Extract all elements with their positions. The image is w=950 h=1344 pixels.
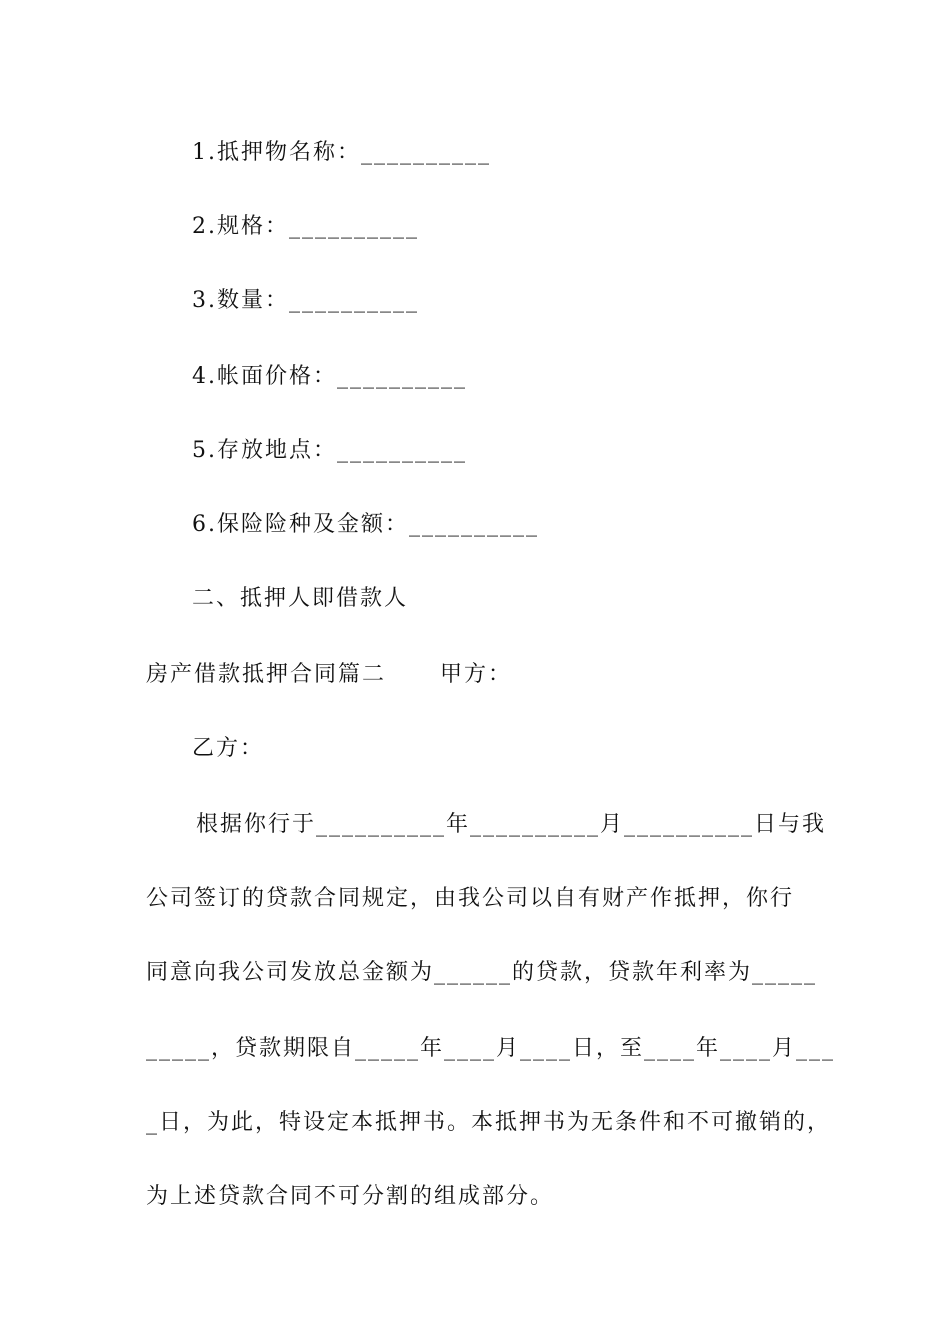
item-book-value: 4.帐面价格：__________ bbox=[192, 364, 467, 389]
item-quantity: 3.数量：__________ bbox=[192, 288, 419, 313]
body-line: 同意向我公司发放总金额为______的贷款，贷款年利率为_____ bbox=[146, 960, 818, 985]
party-b-label: 乙方： bbox=[192, 736, 265, 761]
section-heading: 二、抵押人即借款人 bbox=[192, 586, 409, 611]
body-line: 公司签订的贷款合同规定，由我公司以自有财产作抵押，你行 bbox=[146, 886, 795, 911]
item-insurance: 6.保险险种及金额：__________ bbox=[192, 512, 539, 537]
body-line: _____，贷款期限自_____年____月____日，至____年____月___ bbox=[146, 1036, 836, 1061]
item-collateral-name: 1.抵押物名称：__________ bbox=[192, 140, 491, 165]
body-line: _日，为此，特设定本抵押书。本抵押书为无条件和不可撤销的， bbox=[146, 1110, 832, 1135]
item-specification: 2.规格：__________ bbox=[192, 214, 419, 239]
body-line: 为上述贷款合同不可分割的组成部分。 bbox=[146, 1184, 555, 1209]
body-line: 根据你行于__________年__________月__________日与我 bbox=[196, 812, 827, 837]
item-storage-location: 5.存放地点：__________ bbox=[192, 438, 467, 463]
contract-title-line: 房产借款抵押合同篇二 甲方： bbox=[146, 662, 512, 687]
